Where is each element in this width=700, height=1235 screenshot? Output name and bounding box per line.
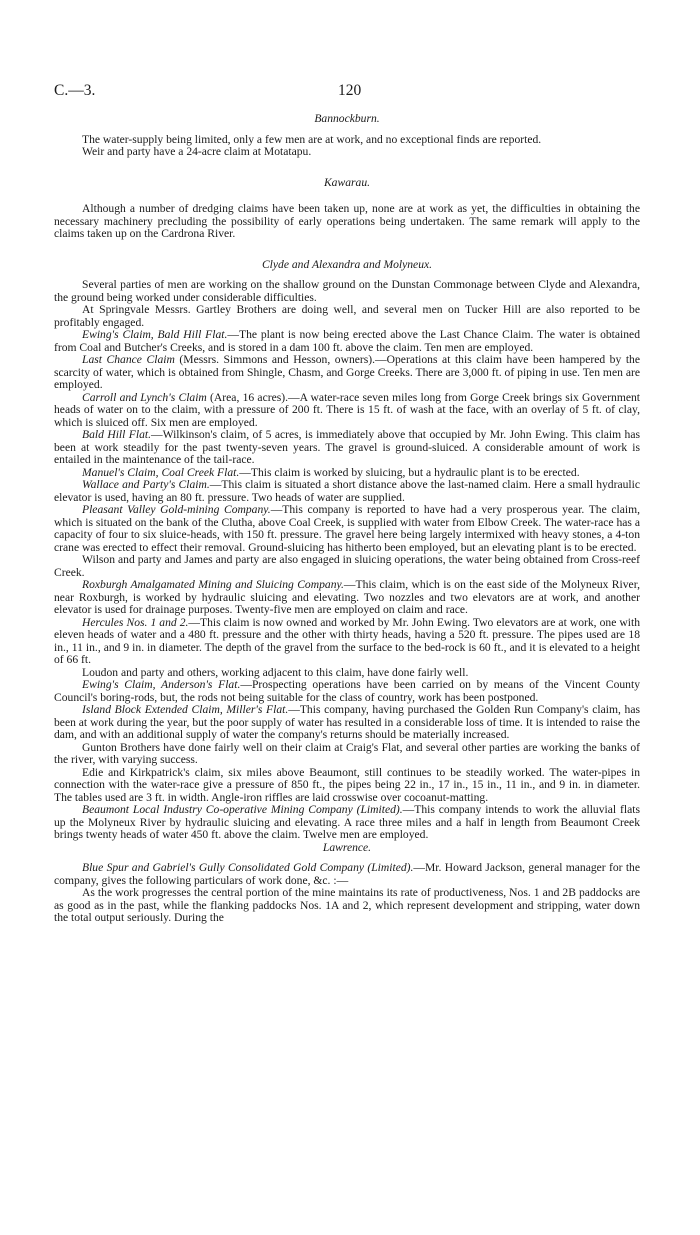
paragraph: Ewing's Claim, Anderson's Flat.—Prospecting operations have been carried on by means of the Vincent County Council's boring-rods, but, the rods not being suitable for the class of country, work has been postponed. [54,678,641,704]
paragraph: Ewing's Claim, Bald Hill Flat.—The plant is now being erected above the Last Chance Claim. The water is obtained from Coal and Butcher's Creeks, and is stored in a dam 100 ft. above the claim. Ten men are employed. [54,328,640,354]
paragraph: Weir and party have a 24-acre claim at Motatapu. [82,145,312,158]
section-heading-bannockburn: Bannockburn. [314,112,380,125]
paragraph: Several parties of men are working on the shallow ground on the Dunstan Commonage between Clyde and Alexandra, the ground being worked under considerable difficulties. [54,278,640,304]
paragraph: Edie and Kirkpatrick's claim, six miles above Beaumont, still continues to be steadily worked. The water-pipes in connection with the water-race give a pressure of 850 ft., the pipes being 22 in., 17 in., 15 in., 11 in., and 9 in. in diameter. The tables used are 3 ft. in width. Angle-iron riffles are laid crosswise over cocoanut-matting. [54,765,640,804]
paragraph: Manuel's Claim, Coal Creek Flat.—This claim is worked by sluicing, but a hydraulic plant is to be erected. [82,465,580,479]
page-number: 120 [338,82,362,99]
paragraph: Wilson and party and James and party are also engaged in sluicing operations, the water being obtained from Cross-reef Creek. [54,553,640,579]
paragraph: Bald Hill Flat.—Wilkinson's claim, of 5 acres, is immediately above that occupied by Mr. John Ewing. This claim has been at work steadily for the past twenty-seven years. The gravel is ground-sluiced. A considerable amount of work is entailed in the maintenance of the tail-race. [54,428,640,466]
paragraph: Roxburgh Amalgamated Mining and Sluicing Company.—This claim, which is on the east side of the Molyneux River, near Roxburgh, is worked by hydraulic sluicing and elevating. Two nozzles and two elevators are at work, and another elevator is used for drainage purposes. Twenty-five men are employed on claim and race. [54,578,640,616]
paragraph: Island Block Extended Claim, Miller's Flat.—This company, having purchased the Golden Run Company's claim, has been at work during the year, but the poor supply of water has resulted in a considerable loss of time. It is intended to raise the dam, and with an additional supply of water the company's returns should be materially increased. [54,703,640,741]
paragraph: Carroll and Lynch's Claim (Area, 16 acres).—A water-race seven miles long from Gorge Creek brings six Government heads of water on to the claim, with a pressure of 200 ft. There is 15 ft. of wash at the face, with an overlay of 5 ft. of clay, which is sluiced off. Six men are employed. [54,390,640,429]
paragraph: Last Chance Claim (Messrs. Simmons and Hesson, owners).—Operations at this claim have been hampered by the scarcity of water, which is obtained from Shingle, Chasm, and Gorge Creeks. There are 3,000 ft. of piping in use. Ten men are employed. [54,353,640,391]
paragraph: Beaumont Local Industry Co-operative Mining Company (Limited).—This company intends to work the alluvial flats up the Molyneux River by hydraulic sluicing and elevating. A race three miles and a half in length from Beaumont Creek brings twenty heads of water 450 ft. above the claim. Twelve men are employed. [54,803,640,841]
paragraph: At Springvale Messrs. Gartley Brothers are doing well, and several men on Tucker Hill are also reported to be profitably engaged. [54,303,640,329]
paragraph: Gunton Brothers have done fairly well on their claim at Craig's Flat, and several other parties are working the banks of the river, with varying success. [54,740,640,766]
paragraph: As the work progresses the central portion of the mine maintains its rate of productiveness, Nos. 1 and 2B paddocks are as good as in the past, while the flanking paddocks Nos. 1A and 2, which represent development and stripping, water down the total output seriously. During the [54,886,640,924]
paragraph: Blue Spur and Gabriel's Gully Consolidated Gold Company (Limited).—Mr. Howard Jackson, general manager for the company, gives the following particulars of work done, &c. :— [54,861,640,887]
paragraph: The water-supply being limited, only a few men are at work, and no exceptional finds are reported. [82,132,542,146]
paragraph: Wallace and Party's Claim.—This claim is situated a short distance above the last-named claim. Here a small hydraulic elevator is used, having an 80 ft. pressure. Two heads of water are supplied. [54,478,640,504]
paragraph: Loudon and party and others, working adjacent to this claim, have done fairly well. [82,665,469,679]
document-body [54,113,640,925]
section-heading-kawarau: Kawarau. [323,175,371,189]
series-label: C.—3. [54,82,96,99]
section-heading-clyde-alexandra-molyneux: Clyde and Alexandra and Molyneux. [261,257,433,271]
paragraph: Pleasant Valley Gold-mining Company.—This company is reported to have had a very prosperous year. The claim, which is situated on the bank of the Clutha, above Coal Creek, is supplied with water from Elbow Creek. The water-race has a capacity of four to six sluice-heads, with 150 ft. pressure. The gravel here being largely intermixed with heavy stones, a 4-ton crane was erected to effect their removal. Ground-sluicing has hitherto been employed, but an elevating plant is to be erected. [54,503,641,554]
paragraph: Hercules Nos. 1 and 2.—This claim is now owned and worked by Mr. John Ewing. Two elevators are at work, one with eleven heads of water and a 480 ft. pressure and the other with thirty heads, having a 520 ft. pressure. The pipes used are 18 in., 11 in., and 9 in. in diameter. The depth of the gravel from the surface to the bed-rock is 60 ft., and it is elevated to a height of 66 ft. [54,615,640,666]
paragraph: Although a number of dredging claims have been taken up, none are at work as yet, the difficulties in obtaining the necessary machinery precluding the possibility of early operations being undertaken. The same remark will apply to the claims taken up on the Cardrona River. [54,202,640,240]
section-heading-lawrence: Lawrence. [322,840,372,854]
